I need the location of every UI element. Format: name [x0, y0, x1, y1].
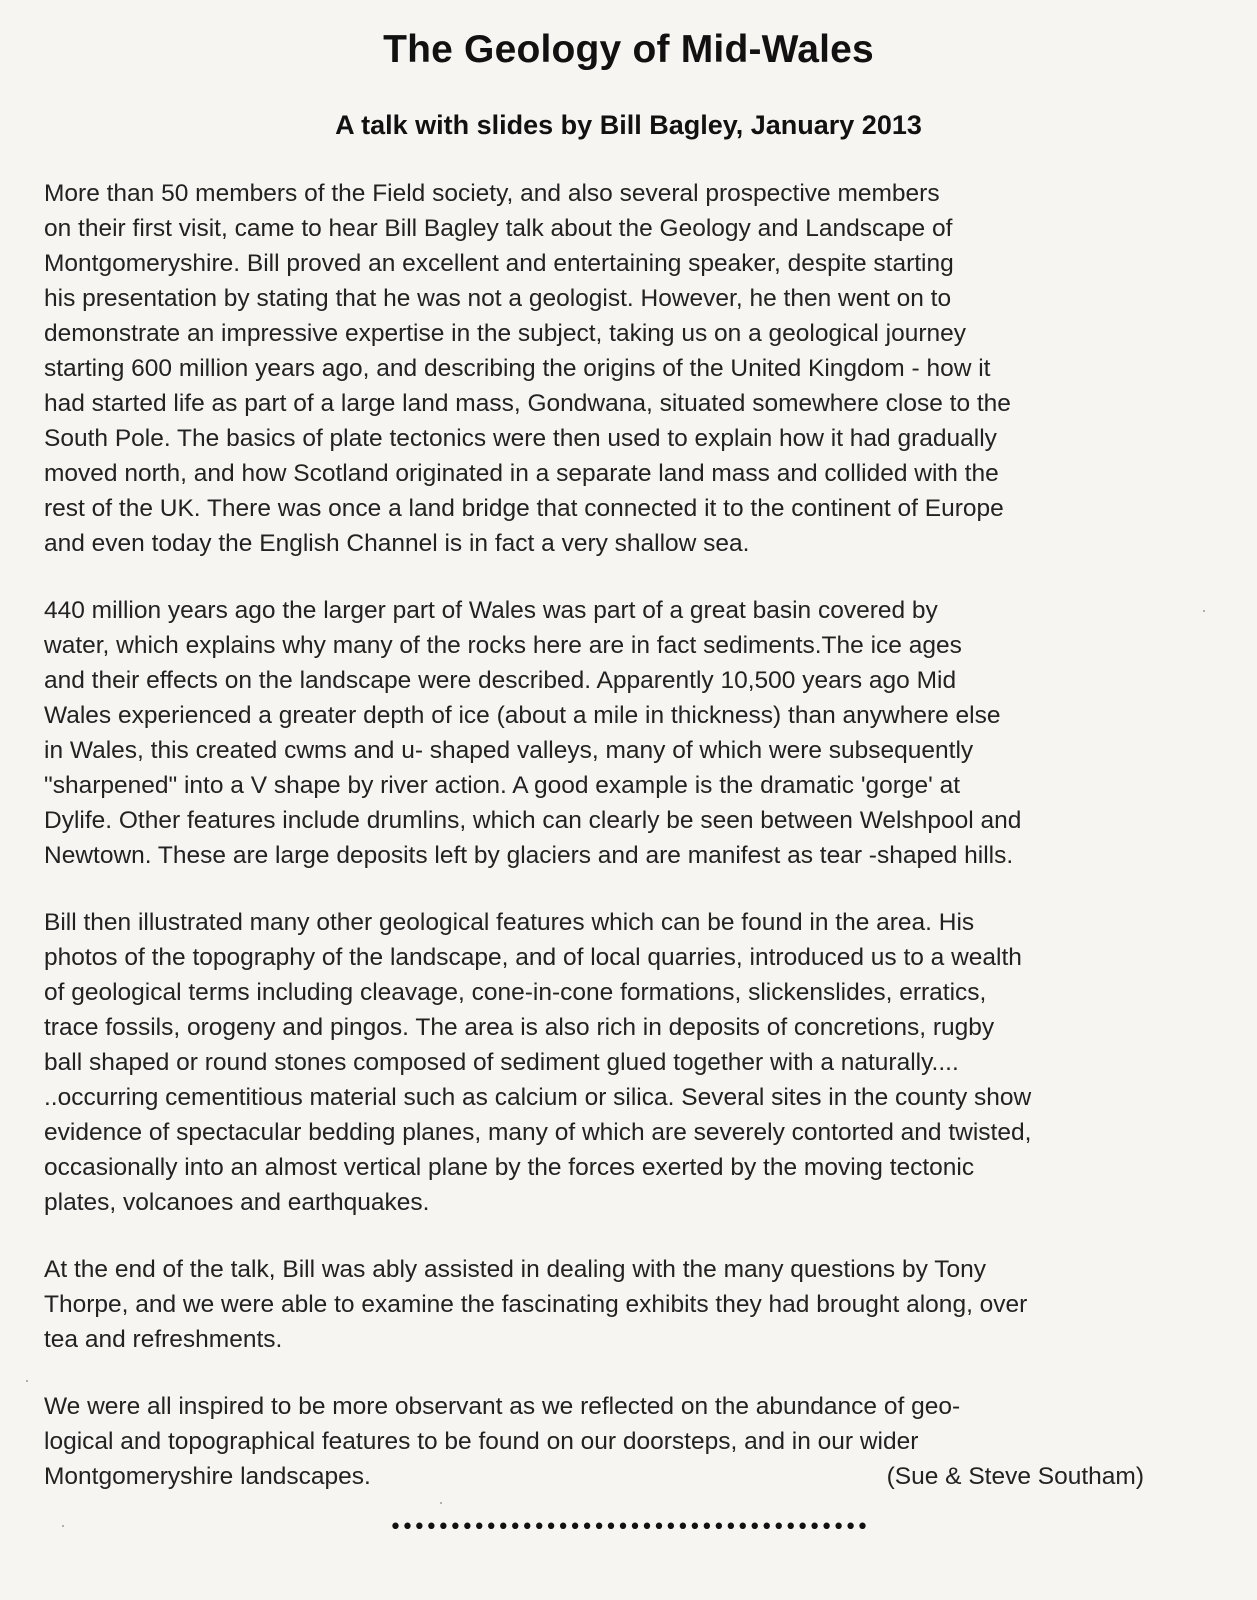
text-line: South Pole. The basics of plate tectonics were then used to explain how it had gradually: [44, 425, 997, 452]
paragraph-1: [44, 176, 1224, 561]
text-line: We were all inspired to be more observant as we reflected on the abundance of geo-: [44, 1393, 961, 1420]
text-line: tea and refreshments.: [44, 1326, 283, 1353]
text-line: Montgomeryshire. Bill proved an excellent and entertaining speaker, despite starting: [44, 250, 954, 277]
text-line: Newtown. These are large deposits left by glaciers and are manifest as tear -shaped hills.: [44, 842, 1014, 869]
paragraph-3: [44, 905, 1224, 1220]
text-line: demonstrate an impressive expertise in the subject, taking us on a geological journey: [44, 320, 966, 347]
text-line: rest of the UK. There was once a land bridge that connected it to the continent of Europe: [44, 495, 1004, 522]
text-line: his presentation by stating that he was not a geologist. However, he then went on to: [44, 285, 952, 312]
article-body: [44, 176, 1224, 1526]
text-line: water, which explains why many of the rocks here are in fact sediments.The ice ages: [44, 632, 962, 659]
text-line: on their first visit, came to hear Bill Bagley talk about the Geology and Landscape of: [44, 215, 953, 242]
text-line: ..occurring cementitious material such as calcium or silica. Several sites in the county show: [44, 1084, 1032, 1111]
scan-speck: [26, 1380, 28, 1382]
paragraph-2: [44, 593, 1224, 873]
text-line: Dylife. Other features include drumlins, which can clearly be seen between Welshpool and: [44, 807, 1022, 834]
text-line: At the end of the talk, Bill was ably assisted in dealing with the many questions by Tony: [44, 1256, 986, 1283]
article-title: The Geology of Mid-Wales: [383, 28, 874, 71]
text-line: trace fossils, orogeny and pingos. The area is also rich in deposits of concretions, rugby: [44, 1014, 995, 1041]
paragraph-4: [44, 1252, 1224, 1357]
scan-speck: [1203, 610, 1205, 612]
text-line: "sharpened" into a V shape by river action. A good example is the dramatic 'gorge' at: [44, 772, 961, 799]
text-line: logical and topographical features to be found on our doorsteps, and in our wider: [44, 1428, 919, 1455]
text-line: 440 million years ago the larger part of Wales was part of a great basin covered by: [44, 597, 938, 624]
text-line: and even today the English Channel is in fact a very shallow sea.: [44, 530, 750, 557]
text-line: evidence of spectacular bedding planes, many of which are severely contorted and twisted,: [44, 1119, 1032, 1146]
text-line: occasionally into an almost vertical plane by the forces exerted by the moving tectonic: [44, 1154, 975, 1181]
text-line: of geological terms including cleavage, cone-in-cone formations, slickenslides, erratics,: [44, 979, 987, 1006]
text-line: Montgomeryshire landscapes.: [44, 1463, 371, 1490]
author-credit: (Sue & Steve Southam): [886, 1463, 1144, 1490]
text-line: More than 50 members of the Field society, and also several prospective members: [44, 180, 940, 207]
scan-speck: [440, 1502, 442, 1504]
text-line: Wales experienced a greater depth of ice (about a mile in thickness) than anywhere else: [44, 702, 1001, 729]
text-line: had started life as part of a large land mass, Gondwana, situated somewhere close to the: [44, 390, 1011, 417]
text-line: photos of the topography of the landscape, and of local quarries, introduced us to a wealth: [44, 944, 1022, 971]
text-line: plates, volcanoes and earthquakes.: [44, 1189, 430, 1216]
paragraph-5: [44, 1389, 1224, 1494]
closing-line: [44, 1459, 1144, 1494]
text-line: and their effects on the landscape were described. Apparently 10,500 years ago Mid: [44, 667, 957, 694]
text-line: ball shaped or round stones composed of sediment glued together with a naturally....: [44, 1049, 959, 1076]
article-subtitle: A talk with slides by Bill Bagley, January 2013: [335, 110, 922, 140]
text-line: starting 600 million years ago, and describing the origins of the United Kingdom - how it: [44, 355, 991, 382]
dotted-separator: ••••••••••••••••••••••••••••••••••••••••: [388, 1515, 869, 1540]
scan-speck: [62, 1525, 64, 1527]
text-line: in Wales, this created cwms and u- shaped valleys, many of which were subsequently: [44, 737, 974, 764]
text-line: Thorpe, and we were able to examine the fascinating exhibits they had brought along, over: [44, 1291, 1028, 1318]
text-line: moved north, and how Scotland originated in a separate land mass and collided with the: [44, 460, 999, 487]
text-line: Bill then illustrated many other geological features which can be found in the area. His: [44, 909, 975, 936]
